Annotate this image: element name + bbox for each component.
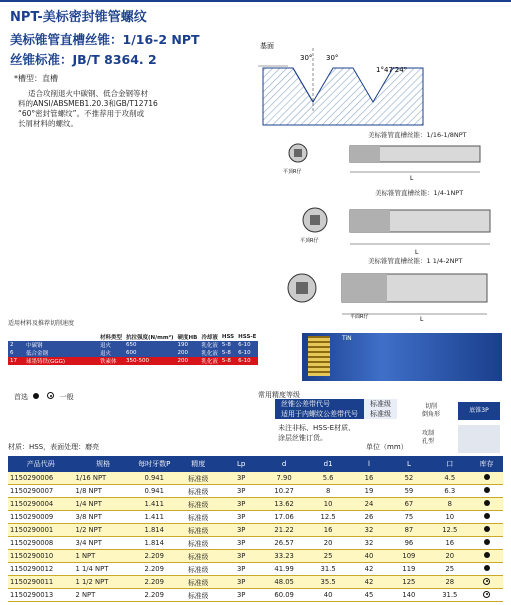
stock-cell [470, 485, 503, 498]
cell-d: 10.27 [262, 485, 307, 498]
bore-icon [422, 430, 434, 446]
cell-l: 45 [350, 589, 389, 602]
len-label: L [420, 316, 424, 322]
filled-dot-icon [484, 500, 490, 506]
cell-code: 1150290001 [8, 524, 73, 537]
cell-d: 60.09 [262, 589, 307, 602]
stock-cell [470, 589, 503, 602]
cell-L: 140 [388, 589, 429, 602]
chamfer-value: 底锥3P [458, 402, 500, 420]
mat-hb: 200 [177, 350, 189, 356]
cell-d1: 20 [307, 537, 350, 550]
materials-title: 适用材料及推荐切削速度 [8, 320, 75, 327]
cell-l: 32 [350, 524, 389, 537]
angle-left: 30° [300, 54, 313, 62]
tap-drawing-1 [280, 138, 505, 183]
tol-note-line: 未注非标、HSS-E材质、 [278, 424, 356, 432]
material-row [8, 357, 258, 365]
groove-label: *槽型：直槽 [14, 74, 58, 83]
cell-l: 40 [350, 550, 389, 563]
stock-cell [470, 537, 503, 550]
material-row [8, 349, 258, 357]
filled-dot-icon [33, 393, 39, 399]
cell-L: 96 [388, 537, 429, 550]
legend-normal: 一般 [59, 393, 74, 401]
bore-shape-icon [458, 425, 500, 453]
cell-lp: 3P [221, 485, 262, 498]
cell-lp: 3P [221, 472, 262, 485]
cell-p: 1.814 [133, 524, 176, 537]
cell-spec: 3/8 NPT [73, 511, 132, 524]
col-header: L [388, 456, 429, 472]
cell-p: 2.209 [133, 563, 176, 576]
cell-code: 1150290011 [8, 576, 73, 589]
mat-no: 6 [10, 350, 14, 356]
cell-code: 1150290010 [8, 550, 73, 563]
table-row [8, 576, 503, 589]
mat-header: HSS [221, 334, 235, 340]
filled-dot-icon [484, 565, 490, 571]
mat-type: 退火 [100, 343, 112, 349]
cell-grade: 标准级 [176, 485, 221, 498]
cell-p: 2.209 [133, 576, 176, 589]
cell-grade: 标准级 [176, 537, 221, 550]
mat-hsse: 6-10 [238, 358, 251, 364]
table-row [8, 524, 503, 537]
stock-cell [470, 563, 503, 576]
mat-header: 冷却液 [201, 335, 218, 341]
cell-code: 1150290012 [8, 563, 73, 576]
standard-label: 丝锥标准：JB/T 8364. 2 [10, 52, 157, 67]
tap-drawing-2 [295, 198, 505, 258]
stock-cell [470, 550, 503, 563]
cell-lp: 3P [221, 563, 262, 576]
flat-label: 平顶R仔 [283, 169, 302, 175]
col-header: 规格 [73, 456, 132, 472]
legend [14, 392, 74, 402]
cell-grade: 标准级 [176, 472, 221, 485]
cell-lp: 3P [221, 589, 262, 602]
cell-d1: 8 [307, 485, 350, 498]
mat-strength: 650 [126, 342, 137, 348]
tol-row1: 丝锥公差带代号 [275, 399, 364, 409]
stock-cell [470, 576, 503, 589]
cell-L: 119 [388, 563, 429, 576]
cell-lp: 3P [221, 537, 262, 550]
col-header: l [350, 456, 389, 472]
cell-d: 33.23 [262, 550, 307, 563]
icon-label: 切削 [425, 403, 438, 410]
cell-p: 2.209 [133, 589, 176, 602]
stock-cell [470, 511, 503, 524]
col-header: 口 [429, 456, 470, 472]
cell-spec: 1/2 NPT [73, 524, 132, 537]
tolerance-table [275, 399, 397, 419]
cell-l: 16 [350, 472, 389, 485]
mat-header: 抗拉强度(N/mm²) [126, 335, 174, 341]
cell-p: 0.941 [133, 485, 176, 498]
product-table [8, 456, 503, 602]
mat-coolant: 乳化液 [201, 343, 218, 349]
cell-grade: 标准级 [176, 563, 221, 576]
mat-header: HSS-E [238, 334, 257, 340]
cell-spec: 3/4 NPT [73, 537, 132, 550]
filled-dot-icon [484, 474, 490, 480]
filled-dot-icon [484, 513, 490, 519]
cell-sq: 12.5 [429, 524, 470, 537]
col-header: 每吋牙数P [133, 456, 176, 472]
col-header: d [262, 456, 307, 472]
cell-spec: 1 1/2 NPT [73, 576, 132, 589]
cell-spec: 1 NPT [73, 550, 132, 563]
cell-d1: 35.5 [307, 576, 350, 589]
cell-grade: 标准级 [176, 589, 221, 602]
tap-caption-3: 美标锥管直槽丝锥：1 1/4-2NPT [368, 257, 463, 265]
mat-hss: 5-8 [221, 342, 231, 348]
unit-label: 单位（mm） [366, 443, 408, 451]
circle-dot-icon [483, 591, 490, 598]
description-line: “60°密封管螺纹”。不推荐用于攻削或 [18, 109, 145, 118]
mat-strength: 350-500 [126, 358, 149, 364]
col-header: Lp [221, 456, 262, 472]
mat-hss: 5-8 [221, 358, 231, 364]
mat-no: 2 [10, 342, 14, 348]
cell-code: 1150290013 [8, 589, 73, 602]
mat-hb: 200 [177, 358, 189, 364]
cell-sq: 8 [429, 498, 470, 511]
page-title: NPT-美标密封锥管螺纹 [10, 10, 147, 25]
cell-code: 1150290008 [8, 537, 73, 550]
filled-dot-icon [484, 526, 490, 532]
cell-d: 41.99 [262, 563, 307, 576]
cell-d1: 12.5 [307, 511, 350, 524]
table-row [8, 537, 503, 550]
cell-sq: 4.5 [429, 472, 470, 485]
cell-spec: 1/16 NPT [73, 472, 132, 485]
stock-cell [470, 498, 503, 511]
cell-sq: 6.3 [429, 485, 470, 498]
cell-sq: 31.5 [429, 589, 470, 602]
table-row [8, 485, 503, 498]
stock-cell [470, 472, 503, 485]
cell-L: 87 [388, 524, 429, 537]
description [18, 89, 198, 129]
side-label: 平面R仔 [350, 314, 369, 320]
cell-d1: 10 [307, 498, 350, 511]
cell-p: 2.209 [133, 550, 176, 563]
cell-spec: 1 1/4 NPT [73, 563, 132, 576]
cell-l: 42 [350, 576, 389, 589]
coating-strip [302, 333, 502, 381]
filled-dot-icon [484, 552, 490, 558]
filled-dot-icon [484, 487, 490, 493]
materials-table [8, 333, 258, 365]
material-note: 材质：HSS，表面处理：磨亮 [8, 443, 100, 451]
cell-code: 1150290004 [8, 498, 73, 511]
cell-d1: 5.6 [307, 472, 350, 485]
cell-grade: 标准级 [176, 550, 221, 563]
cell-L: 125 [388, 576, 429, 589]
mat-name: 球墨铸铁(GGG) [26, 359, 66, 365]
cell-d1: 25 [307, 550, 350, 563]
tol-note-line: 涂层丝锥订货。 [278, 434, 327, 442]
mat-hss: 5-8 [221, 350, 231, 356]
tap-caption-2: 美标锥管直槽丝锥：1/4-1NPT [375, 189, 464, 197]
description-line: 长屑材料的螺纹。 [18, 119, 78, 128]
tol-row2: 适用于内螺纹公差带代号 [275, 409, 364, 419]
len-label: L [410, 175, 414, 182]
cell-lp: 3P [221, 550, 262, 563]
cell-L: 109 [388, 550, 429, 563]
cell-d: 48.05 [262, 576, 307, 589]
cell-p: 1.814 [133, 537, 176, 550]
col-header: 产品代码 [8, 456, 73, 472]
description-line: 适合攻削退火中碳钢、低合金钢等材 [28, 89, 148, 98]
mat-type: 铁素体 [100, 359, 117, 365]
cell-d: 13.62 [262, 498, 307, 511]
icon-label: 孔型 [422, 438, 435, 445]
stock-cell [470, 524, 503, 537]
cell-lp: 3P [221, 524, 262, 537]
cell-lp: 3P [221, 498, 262, 511]
tap-drawing-3 [280, 266, 505, 322]
icon-label: 倒角形 [422, 411, 441, 418]
mat-header: 硬度HB [177, 335, 198, 341]
tol-grade2: 标准级 [364, 409, 397, 419]
cell-sq: 10 [429, 511, 470, 524]
cell-code: 1150290009 [8, 511, 73, 524]
mat-no: 17 [10, 358, 17, 364]
cell-l: 32 [350, 537, 389, 550]
cell-code: 1150290006 [8, 472, 73, 485]
cell-d1: 31.5 [307, 563, 350, 576]
table-row [8, 563, 503, 576]
tolerance-title: 常用精度等级 [258, 391, 300, 399]
cell-l: 24 [350, 498, 389, 511]
cell-p: 0.941 [133, 472, 176, 485]
tin-label: TiN [342, 335, 352, 342]
circle-dot-icon [47, 392, 54, 399]
tolerance-note [278, 423, 355, 443]
cell-spec: 1/4 NPT [73, 498, 132, 511]
cell-p: 1.411 [133, 498, 176, 511]
cell-sq: 20 [429, 550, 470, 563]
tin-tap-icon [308, 336, 330, 376]
cell-L: 75 [388, 511, 429, 524]
table-row [8, 550, 503, 563]
cell-code: 1150290007 [8, 485, 73, 498]
cell-d1: 40 [307, 589, 350, 602]
page-subtitle: 美标锥管直槽丝锥：1/16-2 NPT [10, 32, 200, 47]
cell-sq: 28 [429, 576, 470, 589]
cell-spec: 1/8 NPT [73, 485, 132, 498]
angle-right: 30° [326, 54, 339, 62]
cell-grade: 标准级 [176, 498, 221, 511]
top-rule [0, 0, 511, 2]
cell-p: 1.411 [133, 511, 176, 524]
tap-caption-1: 美标锥管直槽丝锥：1/16-1/8NPT [368, 131, 467, 139]
cell-d: 7.90 [262, 472, 307, 485]
mat-hb: 190 [177, 342, 189, 348]
cell-l: 26 [350, 511, 389, 524]
mat-name: 中碳钢 [26, 343, 43, 349]
material-row [8, 341, 258, 349]
mat-coolant: 乳化液 [201, 351, 218, 357]
cell-grade: 标准级 [176, 524, 221, 537]
cell-d1: 16 [307, 524, 350, 537]
cell-l: 19 [350, 485, 389, 498]
cell-d: 17.06 [262, 511, 307, 524]
taper-label: 1°47'24" [376, 66, 407, 74]
cell-sq: 16 [429, 537, 470, 550]
cell-lp: 3P [221, 511, 262, 524]
base-label: 基面 [260, 42, 274, 50]
cell-sq: 25 [429, 563, 470, 576]
table-row [8, 498, 503, 511]
table-row [8, 511, 503, 524]
cell-grade: 标准级 [176, 576, 221, 589]
cell-lp: 3P [221, 576, 262, 589]
mat-hsse: 6-10 [238, 342, 251, 348]
col-header: d1 [307, 456, 350, 472]
mat-strength: 600 [126, 350, 137, 356]
flat-label: 平顶R仔 [300, 238, 319, 244]
filled-dot-icon [484, 539, 490, 545]
cell-L: 67 [388, 498, 429, 511]
cell-d: 26.57 [262, 537, 307, 550]
mat-name: 低合金钢 [26, 351, 49, 357]
mat-hsse: 6-10 [238, 350, 251, 356]
col-header: 精度 [176, 456, 221, 472]
circle-dot-icon [483, 578, 490, 585]
cell-grade: 标准级 [176, 511, 221, 524]
mat-header: 材料类型 [100, 335, 123, 341]
thread-profile-diagram [258, 40, 498, 130]
icon-label: 攻制 [422, 430, 435, 437]
legend-preferred: 首选 [14, 393, 28, 401]
cell-L: 59 [388, 485, 429, 498]
cell-spec: 2 NPT [73, 589, 132, 602]
mat-coolant: 乳化液 [201, 359, 218, 365]
description-line: 料的ANSI/ABSMEB1.20.3和GB/T12716 [18, 99, 158, 108]
table-row [8, 589, 503, 602]
len-label: L [415, 249, 419, 256]
table-row [8, 472, 503, 485]
cell-l: 42 [350, 563, 389, 576]
cell-d: 21.22 [262, 524, 307, 537]
cell-L: 52 [388, 472, 429, 485]
mat-type: 退火 [100, 351, 112, 357]
col-header: 库存 [470, 456, 503, 472]
chamfer-icon [422, 403, 440, 419]
tol-grade1: 标准级 [364, 399, 397, 409]
